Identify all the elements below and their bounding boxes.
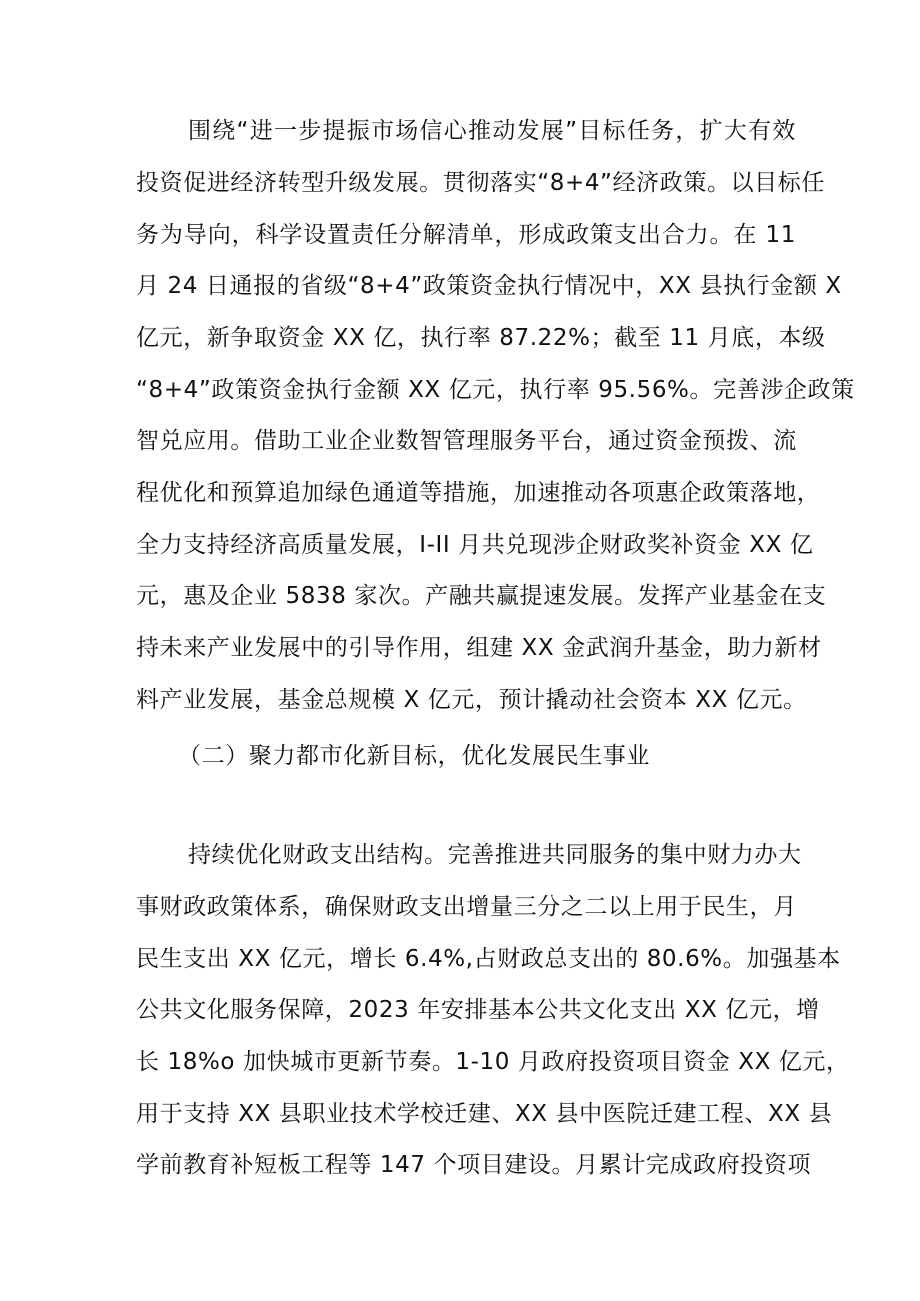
paragraph-line: 用于支持 XX 县职业技术学校迁建、XX 县中医院迁建工程、XX 县: [136, 1101, 833, 1127]
paragraph-line: 亿元，新争取资金 XX 亿，执行率 87.22%；截至 11 月底，本级: [136, 325, 826, 351]
paragraph-line: 学前教育补短板工程等 147 个项目建设。月累计完成政府投资项: [136, 1152, 812, 1178]
paragraph-line: 事财政政策体系，确保财政支出增量三分之二以上用于民生，月: [136, 894, 797, 920]
paragraph-line: 智兑应用。借助工业企业数智管理服务平台，通过资金预拨、流: [136, 428, 797, 454]
paragraph-line: 程优化和预算追加绿色通道等措施，加速推动各项惠企政策落地，: [136, 480, 821, 506]
paragraph-line: 民生支出 XX 亿元，增长 6.4%,占财政总支出的 80.6%。加强基本: [136, 946, 841, 972]
paragraph-line: 持续优化财政支出结构。完善推进共同服务的集中财力办大: [188, 842, 802, 868]
paragraph-line: 务为导向，科学设置责任分解清单，形成政策支出合力。在 11: [136, 222, 796, 248]
paragraph-line: 长 18%o 加快城市更新节奏。1-10 月政府投资项目资金 XX 亿元，: [136, 1049, 850, 1075]
paragraph-line: 投资促进经济转型升级发展。贯彻落实“8+4”经济政策。以目标任: [136, 170, 825, 196]
paragraph-line: 元，惠及企业 5838 家次。产融共赢提速发展。发挥产业基金在支: [136, 583, 827, 609]
paragraph-line: 全力支持经济高质量发展，I-II 月共兑现涉企财政奖补资金 XX 亿: [136, 532, 814, 558]
paragraph-line: 月 24 日通报的省级“8+4”政策资金执行情况中，XX 县执行金额 X: [136, 273, 842, 299]
paragraph-line: 公共文化服务保障，2023 年安排基本公共文化支出 XX 亿元，增: [136, 997, 820, 1023]
paragraph-line: 料产业发展，基金总规模 X 亿元，预计撬动社会资本 XX 亿元。: [136, 687, 807, 713]
section-heading: （二）聚力都市化新目标，优化发展民生事业: [178, 743, 650, 769]
paragraph-line: “8+4”政策资金执行金额 XX 亿元，执行率 95.56%。完善涉企政策: [136, 377, 855, 403]
paragraph-line: 持未来产业发展中的引导作用，组建 XX 金武润升基金，助力新材: [136, 635, 822, 661]
paragraph-line: 围绕“进一步提振市场信心推动发展”目标任务，扩大有效: [188, 118, 796, 144]
